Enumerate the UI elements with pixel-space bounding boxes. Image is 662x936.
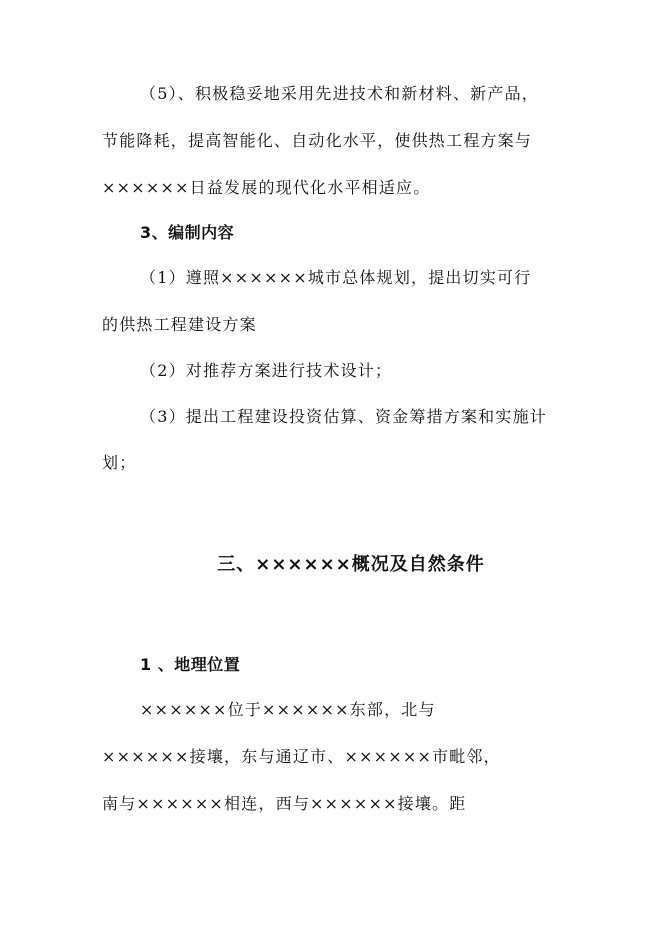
item-2-line-1: （2）对推荐方案进行技术设计； (140, 361, 393, 380)
section-title: 三、××××××概况及自然条件 (217, 554, 485, 575)
heading-compile-contents: 3、编制内容 (140, 223, 235, 242)
geo-paragraph-line-1: ××××××位于××××××东部，北与 (140, 700, 436, 719)
item-3-line-2: 划； (102, 453, 137, 472)
item-1-line-2: 的供热工程建设方案 (102, 315, 257, 334)
item-1-line-1: （1）遵照××××××城市总体规划，提出切实可行 (140, 268, 532, 287)
geo-paragraph-line-3: 南与××××××相连，西与××××××接壤。距 (102, 794, 467, 813)
paragraph-5-line-1: （5）、积极稳妥地采用先进技术和新材料、新产品， (140, 84, 539, 103)
geo-paragraph-line-2: ××××××接壤，东与通辽市、××××××市毗邻， (102, 747, 501, 766)
item-3-line-1: （3）提出工程建设投资估算、资金筹措方案和实施计 (140, 407, 547, 426)
paragraph-5-line-3: ××××××日益发展的现代化水平相适应。 (102, 178, 431, 197)
paragraph-5-line-2: 节能降耗，提高智能化、自动化水平，使供热工程方案与 (102, 131, 533, 150)
subheading-geographic-location: 1 、地理位置 (140, 655, 241, 674)
